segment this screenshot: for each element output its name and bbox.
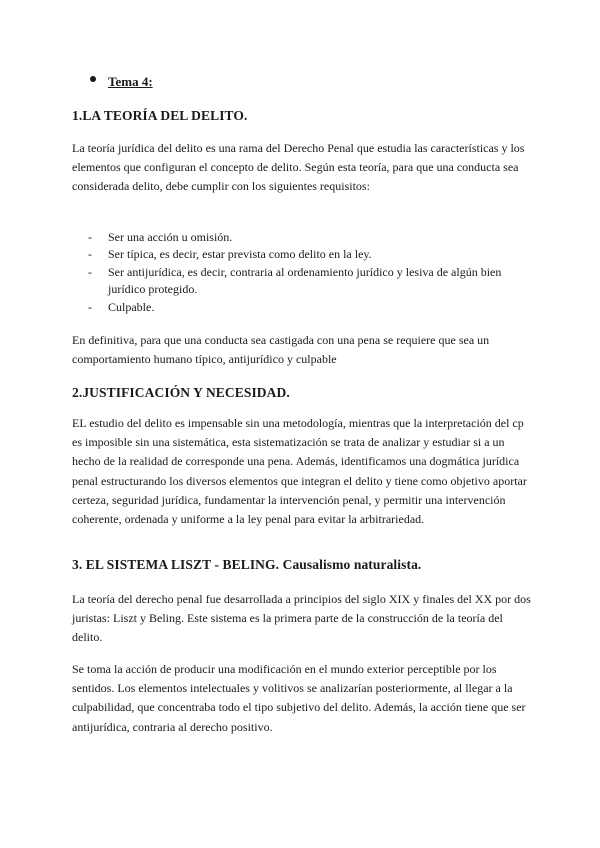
section3-heading xyxy=(72,557,421,573)
section3-para1: La teoría del derecho penal fue desarrollada a principios del siglo XIX y finales del XX por dos juristas: Liszt y Beling. Este sistema es la primera parte de la construcción de la teoría del delito. xyxy=(72,592,531,645)
section1-conclusion: En definitiva, para que una conducta sea castigada con una pena se requiere que sea un comportamiento humano típico, antijurídico y culpable xyxy=(72,333,490,367)
requirements-list xyxy=(88,229,528,316)
section3-heading-suffix: Causalismo naturalista. xyxy=(282,557,422,572)
section1-intro: La teoría jurídica del delito es una rama del Derecho Penal que estudia las características y los elementos que configuran el concepto de delito. Según esta teoría, para que una conducta sea considerada delito, debe cumplir con los siguientes requisitos: xyxy=(72,141,525,194)
list-item-text: Ser antijurídica, es decir, contraria al ordenamiento jurídico y lesiva de algún bien jurídico protegido. xyxy=(108,264,502,297)
section1-heading: 1.LA TEORÍA DEL DELITO. xyxy=(72,108,248,123)
list-item xyxy=(88,246,528,263)
list-item-text: Ser una acción u omisión. xyxy=(108,230,233,244)
section2-heading: 2.JUSTIFICACIÓN Y NECESIDAD. xyxy=(72,385,290,400)
topic-title: Tema 4: xyxy=(108,74,153,89)
list-item-text: Ser típica, es decir, estar prevista como delito en la ley. xyxy=(108,247,372,262)
topic-bullet xyxy=(90,76,96,82)
section2-body: EL estudio del delito es impensable sin una metodología, mientras que la interpretación del cp es imposible sin una sistemática, esta sistematización se trata de analizar y estudiar si a un hecho de la realidad de corresponde una pena. Además, identificamos una dogmática jurídica penal estructurando los diversos elementos que integran el delito y tiene como objetivo aportar certeza, seguridad jurídica, fundamentar la intervención penal, y permitir una intervención coherente, ordenada y uniforme a la ley penal para evitar la arbitrariedad. xyxy=(72,416,527,527)
section3-heading-main: 3. EL SISTEMA LISZT - BELING. xyxy=(72,557,280,572)
list-dash: - xyxy=(88,247,92,262)
list-item xyxy=(88,264,528,299)
list-dash: - xyxy=(88,264,92,279)
list-dash: - xyxy=(88,299,92,314)
list-item xyxy=(88,229,528,246)
list-item-text: Culpable. xyxy=(108,299,155,314)
section3-para2: Se toma la acción de producir una modificación en el mundo exterior perceptible por los sentidos. Los elementos intelectuales y volitivos se analizarían posteriormente, al llegar a la culpabilidad, que concentraba todo el tipo subjetivo del delito. Además, la acción tiene que ser antijurídica, contraria al derecho positivo. xyxy=(72,662,526,734)
list-dash: - xyxy=(88,230,92,244)
list-item xyxy=(88,299,528,316)
